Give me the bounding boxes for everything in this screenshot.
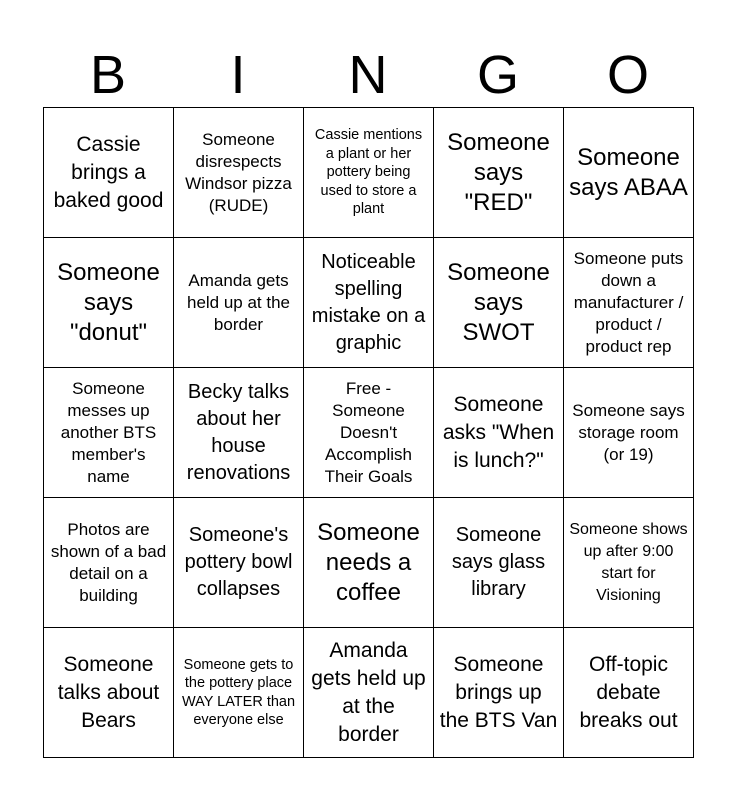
bingo-cell-5-3[interactable] <box>304 628 434 758</box>
cell-text: Someone says SWOT <box>447 258 550 346</box>
bingo-cell-4-1[interactable] <box>44 498 174 628</box>
bingo-cell-2-1[interactable] <box>44 238 174 368</box>
cell-text: Cassie mentions a plant or her pottery being used to store a plant <box>314 127 423 218</box>
cell-text: Someone disrespects Windsor pizza (RUDE) <box>185 129 292 215</box>
bingo-cell-3-4[interactable] <box>434 368 564 498</box>
cell-text: Amanda gets held up at the border <box>311 638 426 746</box>
cell-text: Someone gets to the pottery place WAY LATER than everyone else <box>181 656 296 728</box>
cell-text: Someone asks "When is lunch?" <box>442 392 555 472</box>
bingo-cell-4-3[interactable] <box>304 498 434 628</box>
bingo-header <box>43 44 693 106</box>
cell-text: Amanda gets held up at the border <box>186 270 291 334</box>
cell-text: Someone needs a coffee <box>317 518 420 606</box>
header-letter-n: N <box>348 45 388 105</box>
bingo-cell-5-1[interactable] <box>44 628 174 758</box>
cell-text: Someone's pottery bowl collapses <box>184 524 293 600</box>
cell-text: Cassie brings a baked good <box>53 132 164 212</box>
bingo-cell-1-1[interactable] <box>44 108 174 238</box>
bingo-cell-3-3[interactable] <box>304 368 434 498</box>
cell-text: Someone says "donut" <box>57 258 160 346</box>
bingo-cell-3-5[interactable] <box>564 368 694 498</box>
bingo-cell-1-2[interactable] <box>174 108 304 238</box>
cell-text: Someone says "RED" <box>447 128 550 216</box>
cell-text: Someone brings up the BTS Van <box>439 652 558 732</box>
cell-text: Someone says storage room (or 19) <box>572 400 685 464</box>
bingo-cell-4-2[interactable] <box>174 498 304 628</box>
bingo-cell-5-5[interactable] <box>564 628 694 758</box>
bingo-cell-2-5[interactable] <box>564 238 694 368</box>
cell-text: Photos are shown of a bad detail on a building <box>50 519 167 605</box>
cell-text: Becky talks about her house renovations <box>186 380 291 484</box>
bingo-cell-4-5[interactable] <box>564 498 694 628</box>
bingo-cell-2-3[interactable] <box>304 238 434 368</box>
cell-text: Someone puts down a manufacturer / product / product rep <box>573 248 684 356</box>
cell-text: Someone messes up another BTS member's name <box>60 378 157 486</box>
header-letter-b: B <box>89 45 127 105</box>
bingo-cell-5-2[interactable] <box>174 628 304 758</box>
bingo-cell-1-4[interactable] <box>434 108 564 238</box>
bingo-cell-1-5[interactable] <box>564 108 694 238</box>
cell-text: Noticeable spelling mistake on a graphic <box>311 250 426 354</box>
cell-text: Someone shows up after 9:00 start for Visioning <box>569 520 688 604</box>
cell-text: Someone talks about Bears <box>57 652 160 732</box>
cell-text: Someone says ABAA <box>569 143 688 201</box>
cell-text: Off-topic debate breaks out <box>579 652 678 732</box>
bingo-grid <box>43 107 694 758</box>
cell-text: Someone says glass library <box>451 524 546 600</box>
header-letter-i: I <box>230 45 246 105</box>
header-letter-o: O <box>606 45 649 105</box>
bingo-cell-5-4[interactable] <box>434 628 564 758</box>
cell-text: Free - Someone Doesn't Accomplish Their Goals <box>324 378 413 486</box>
bingo-cell-4-4[interactable] <box>434 498 564 628</box>
bingo-cell-3-2[interactable] <box>174 368 304 498</box>
header-letter-g: G <box>476 45 519 105</box>
bingo-cell-2-2[interactable] <box>174 238 304 368</box>
bingo-cell-3-1[interactable] <box>44 368 174 498</box>
bingo-cell-1-3[interactable] <box>304 108 434 238</box>
bingo-cell-2-4[interactable] <box>434 238 564 368</box>
